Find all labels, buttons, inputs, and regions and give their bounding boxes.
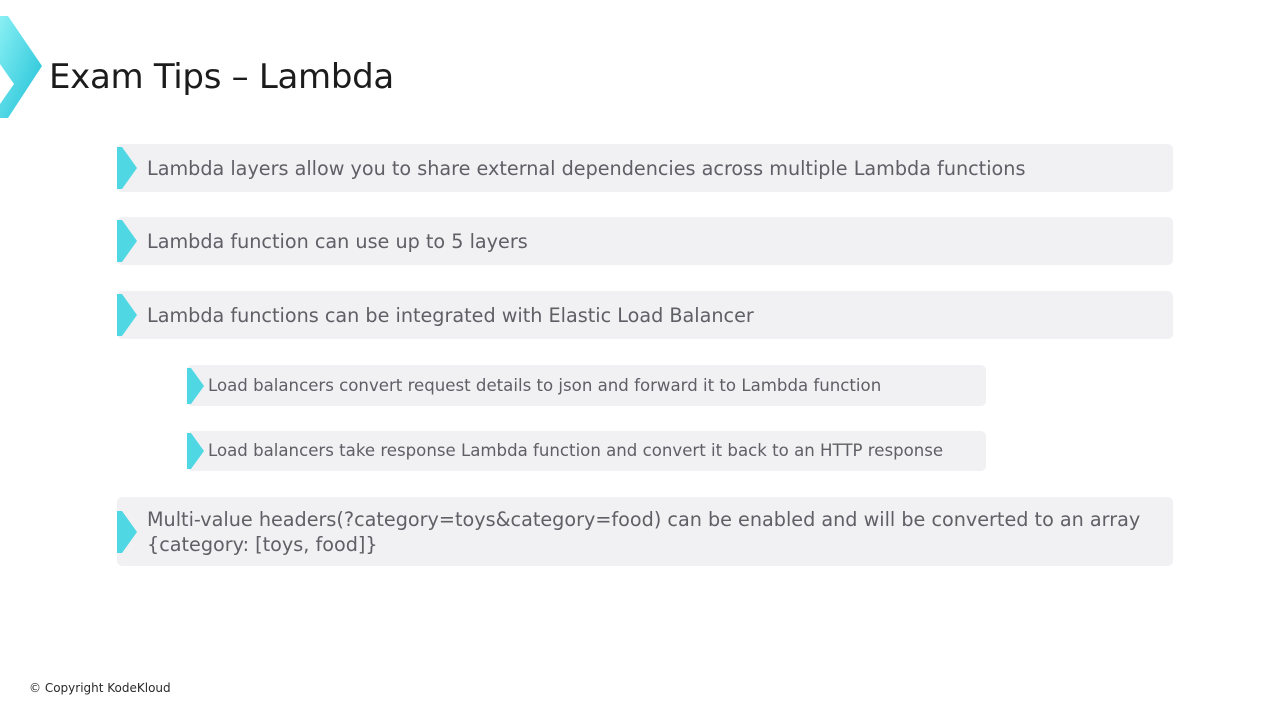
subtip-item <box>187 365 986 406</box>
arrow-bullet-icon <box>117 147 137 189</box>
copyright-notice: © Copyright KodeKloud <box>29 681 171 695</box>
subtip-text: Load balancers take response Lambda function and convert it back to an HTTP response <box>208 441 944 460</box>
arrow-bullet-icon <box>187 368 204 404</box>
arrow-bullet-icon <box>117 294 137 336</box>
tip-item <box>117 144 1173 192</box>
arrow-bullet-icon <box>187 433 204 469</box>
tip-text-line: Multi-value headers(?category=toys&category=food) can be enabled and will be converted to an array <box>147 507 1141 531</box>
arrow-bullet-icon <box>117 511 137 553</box>
subtip-text: Load balancers convert request details to json and forward it to Lambda function <box>208 375 882 395</box>
tip-text-line: {category: [toys, food]} <box>147 532 378 556</box>
subtip-item <box>187 431 986 471</box>
tip-text: Lambda function can use up to 5 layers <box>147 229 528 253</box>
arrow-bullet-icon <box>117 220 137 262</box>
tip-text <box>147 507 1140 557</box>
slide-title: Exam Tips – Lambda <box>49 57 394 97</box>
tip-text: Lambda functions can be integrated with Elastic Load Balancer <box>147 303 754 327</box>
tip-item <box>117 497 1173 566</box>
tip-text: Lambda layers allow you to share external dependencies across multiple Lambda functions <box>147 156 1026 180</box>
tip-item <box>117 291 1173 339</box>
tip-item <box>117 217 1173 265</box>
chevron-logo-icon <box>0 16 44 120</box>
